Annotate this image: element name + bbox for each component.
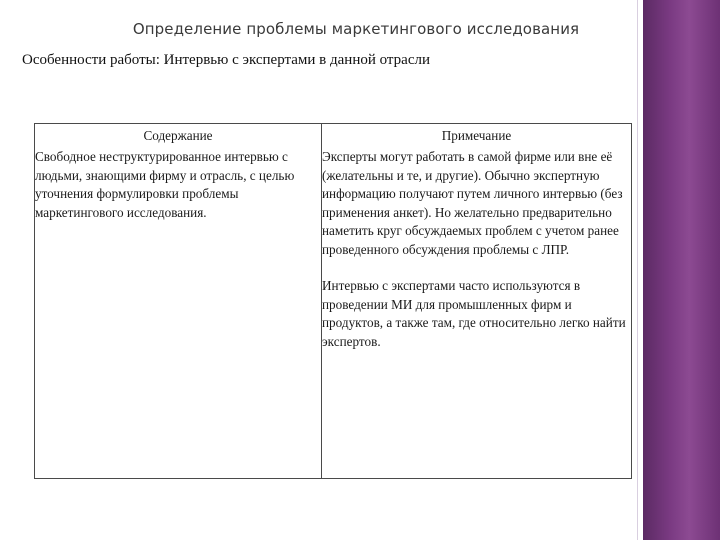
note-paragraph-1: Эксперты могут работать в самой фирме или вне её (желательны и те, и другие). Обычно экспертную информацию получают путем личного интервью (без применения анкет). Но желательно предварительно наметить круг обсуждаемых проблем с учетом ранее проведенного обсуждения проблемы с ЛПР. <box>322 149 623 257</box>
header-content: Содержание <box>35 124 322 149</box>
note-paragraph-2: Интервью с экспертами часто используются в проведении МИ для промышленных фирм и продуктов, а также там, где относительно легко найти экспертов. <box>322 278 626 349</box>
content-text: Свободное неструктурированное интервью с людьми, знающими фирму и отрасль, с целью уточнения формулировки проблемы маркетингового исследования. <box>35 149 295 220</box>
decorative-side-panel <box>643 0 720 540</box>
table-header-row <box>35 124 632 149</box>
content-cell <box>35 148 322 479</box>
slide-subtitle: Особенности работы: Интервью с экспертами в данной отрасли <box>22 52 430 68</box>
slide-title: Определение проблемы маркетингового исследования <box>132 20 580 38</box>
table-row <box>35 148 632 479</box>
note-cell <box>322 148 632 479</box>
header-note: Примечание <box>322 124 632 149</box>
content-table <box>34 123 632 479</box>
